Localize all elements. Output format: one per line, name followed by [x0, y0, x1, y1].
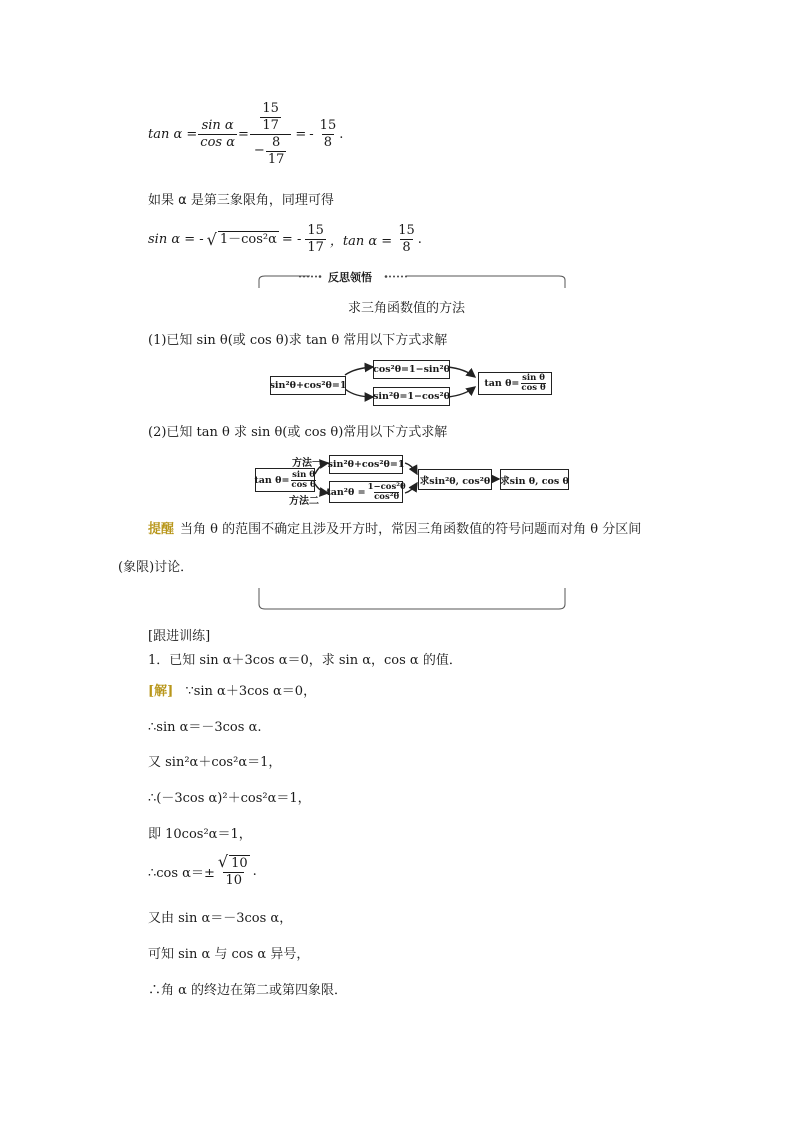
solution-line-9: ∴角 α 的终边在第二或第四象限． [148, 983, 348, 998]
reflection-header: 反思领悟 [328, 271, 372, 284]
diagram1-end-box: tan θ= $\frac{\text{sin θ}}{\text{cos θ}}$ [478, 372, 552, 395]
tan-alpha-equation: tan α = $\frac{\text{sin α}}{\text{cos α}}$ = $\frac{15}{17}$ − $\frac{8}{17}$ = - $\frac{15}{8}$ . [148, 100, 344, 167]
solution-line-6: ∴cos α＝± $\frac{√ 10}{10}$ . [148, 851, 257, 888]
compound-fraction: $\frac{15}{17}$ − $\frac{8}{17}$ [250, 101, 291, 168]
reflection-tip: 提醒 当角 θ 的范围不确定且涉及开方时，常因三角函数值的符号问题而对角 θ 分区间 [148, 522, 642, 537]
solution-tag: [解] [148, 684, 174, 699]
diagram2-mid-top-box: sin²θ+cos²θ=1 [329, 455, 403, 474]
reflection-tip-line2: (象限)讨论． [118, 560, 194, 575]
solution-line-5: 即 10cos²α＝1， [148, 827, 252, 842]
diagram2-method1-label: 方法一 [292, 458, 322, 469]
reflection-frame [256, 270, 568, 615]
reflection-title: 求三角函数值的方法 [348, 301, 466, 316]
diagram2-mid-bottom-box: tan²θ = $\frac{\text{1−cos²θ}}{\text{cos²θ}}$ [326, 481, 406, 502]
solution-line-4: ∴(－3cos α)²＋cos²α＝1， [148, 791, 311, 806]
diagram1-mid-top-box: cos²θ=1−sin²θ [373, 360, 450, 379]
sqrt-radicand: 1－cos²α [219, 232, 277, 247]
diagram2-step4-box: 求sin θ, cos θ [500, 469, 569, 490]
diagram2-step3-box: 求sin²θ, cos²θ [418, 469, 492, 490]
solution-line-7: 又由 sin α＝－3cos α， [148, 911, 293, 926]
third-quadrant-text: 如果 α 是第三象限角，同理可得 [148, 193, 334, 208]
reflection-item-1: (1)已知 sin θ(或 cos θ)求 tan θ 常用以下方式求解 [148, 333, 448, 348]
reflection-item-2: (2)已知 tan θ 求 sin θ(或 cos θ)常用以下方式求解 [148, 425, 448, 440]
solution-line-8: 可知 sin α 与 cos α 异号， [148, 947, 310, 962]
practice-question: 1．已知 sin α＋3cos α＝0，求 sin α，cos α 的值． [148, 653, 462, 668]
diagram1-start-box: sin²θ+cos²θ=1 [270, 376, 346, 395]
solution-line-1: [解] ∵sin α＋3cos α＝0， [148, 684, 317, 699]
diagram1-mid-bottom-box: sin²θ=1−cos²θ [373, 387, 450, 406]
diagram2-start-box: tan θ= $\frac{\text{sin θ}}{\text{cos θ}}$ [255, 468, 315, 492]
practice-header: [跟进训练] [148, 629, 211, 644]
result-fraction: $\frac{15}{8}$ [319, 117, 337, 150]
diagram2-method2-label: 方法二 [289, 496, 319, 507]
solution-line-2: ∴sin α＝－3cos α. [148, 720, 262, 735]
sin-over-cos-fraction: $\frac{\text{sin α}}{\text{cos α}}$ [200, 117, 235, 150]
tip-key: 提醒 [148, 522, 175, 537]
sin-alpha-equation: sin α = - √ 1－cos²α = - $\frac{15}{17}$ ，tan α = $\frac{15}{8}$ . [148, 222, 422, 255]
solution-line-3: 又 sin²α＋cos²α＝1， [148, 755, 282, 770]
tan-lhs: tan α = [148, 126, 198, 142]
